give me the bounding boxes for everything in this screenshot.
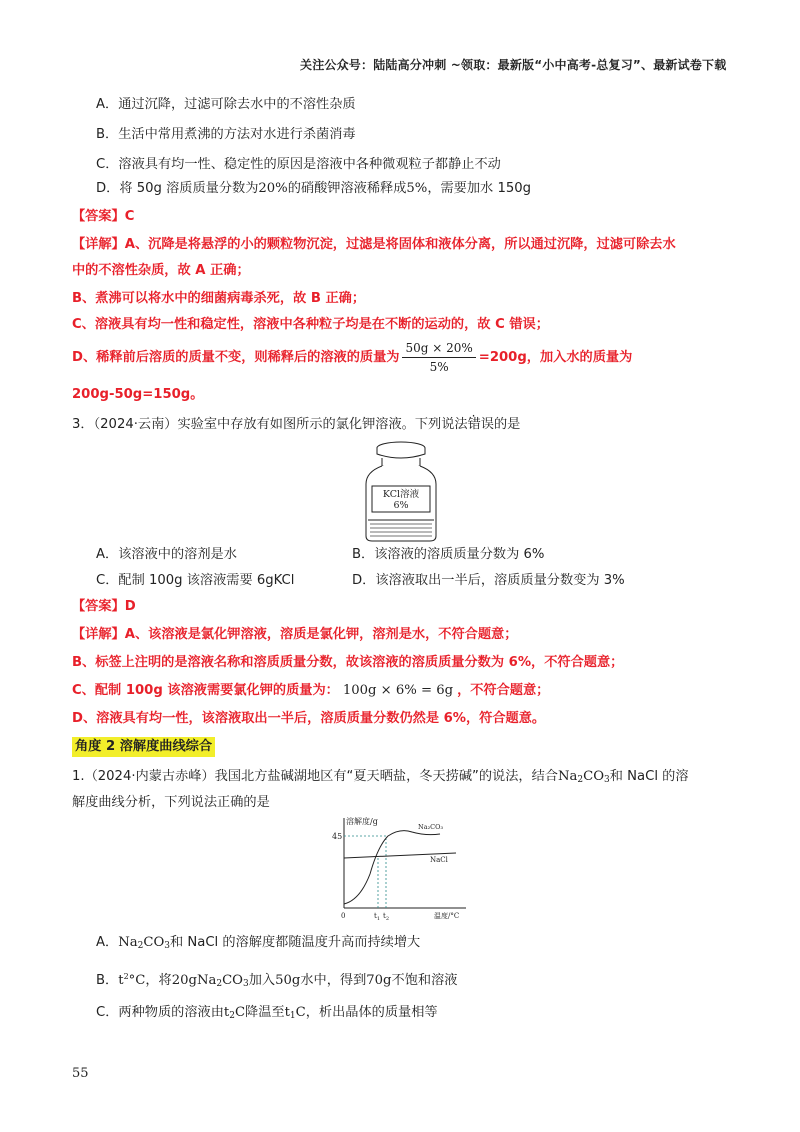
q1-stem-post: 和 NaCl 的溶: [609, 769, 689, 784]
page-header: 关注公众号：陆陆高分冲刺 ~领取：最新版“小中高考-总复习”、最新试卷下载: [300, 58, 727, 72]
q1-option-c: C．两种物质的溶液由$t_2C$降温至$t_1C$，析出晶体的质量相等: [96, 1005, 438, 1021]
bottle-label-percent: 6%: [393, 500, 409, 511]
q2-detail-line5-post: =200g，加入水的质量为: [478, 350, 633, 365]
q3-stem: [72, 416, 520, 434]
x-tick-t1: $t_1$: [374, 912, 381, 922]
q2-option-a: A．通过沉降，过滤可除去水中的不溶性杂质: [96, 97, 356, 112]
fraction-denominator: 5%: [429, 359, 449, 374]
q3-detail-line3-post: ，不符合题意；: [457, 683, 550, 698]
q2-detail-line3: B、煮沸可以将水中的细菌病毒杀死，故 B 正确；: [72, 291, 366, 306]
page-number: 55: [72, 1066, 89, 1081]
temp-t1-c: $t_1C$: [284, 1005, 306, 1021]
q3-stem-emphasis: 错误: [467, 417, 494, 432]
temp-t2-c: $t_2C$: [223, 1005, 246, 1021]
q1-option-b-formula: $Na_2CO_3$: [196, 973, 249, 989]
temp-t2: $t^2^\circ C$: [118, 972, 146, 988]
q1-option-b: B．$t^2^\circ C$，将$20gNa_2CO_3$加入50g水中，得到70g不饱和溶液: [96, 972, 458, 989]
bottle-label-name: KCl溶液: [382, 489, 420, 500]
q2-option-d: [96, 180, 531, 198]
q1-option-a: A．$Na_2CO_3$和 NaCl 的溶解度都随温度升高而持续增大: [96, 935, 421, 951]
q1-stem-line2: 解度曲线分析，下列说法正确的是: [72, 795, 270, 810]
q2-option-d-pre: D．将 50g 溶质质量分数为: [96, 181, 259, 196]
kcl-bottle-figure: [360, 436, 442, 544]
q2-detail-line5-pre: D、稀释前后溶质的质量不变，则稀释后的溶液的质量为: [72, 350, 400, 365]
q3-answer: 【答案】D: [72, 599, 136, 614]
q2-detail-line2: 中的不溶性杂质，故 A 正确；: [72, 263, 250, 278]
q3-detail-line3-pre: C、配制 100g 该溶液需要氯化钾的质量为：: [72, 683, 339, 698]
y-tick-45: 45: [332, 832, 343, 841]
q1-stem-pre: 1.（2024·内蒙古赤峰）我国北方盐碱湖地区有“夏天晒盐，冬天捞碱”的说法，结合: [72, 769, 558, 784]
dilution-fraction: [402, 340, 475, 375]
q2-option-c: C．溶液具有均一性、稳定性的原因是溶液中各种微观粒子都静止不动: [96, 157, 501, 172]
q3-detail-line4: D、溶液具有均一性，该溶液取出一半后，溶质质量分数仍然是 6%，符合题意。: [72, 711, 546, 726]
x-tick-t2: $t_2$: [383, 912, 390, 922]
origin-label: 0: [341, 912, 346, 920]
q2-option-d-mid: 的硝酸钾溶液稀释成: [287, 181, 407, 196]
q3-option-b: B．该溶液的溶质质量分数为 6%: [352, 547, 545, 562]
nacl-curve-label: NaCl: [430, 856, 448, 864]
y-axis-label: 溶解度/g: [346, 817, 378, 826]
q3-formula: 100g × 6% = 6g: [342, 683, 454, 698]
q2-answer: 【答案】C: [72, 209, 135, 224]
q3-option-a: A．该溶液中的溶剂是水: [96, 547, 237, 562]
q3-detail-line3: [72, 682, 549, 700]
q2-detail-line5: [72, 336, 632, 380]
na2co3-curve-label: Na₂CO₃: [418, 823, 444, 831]
q2-option-d-pct1: 20%: [258, 181, 288, 196]
q3-stem-post: 的是: [493, 417, 521, 432]
x-axis-label: 温度/°C: [434, 912, 460, 920]
q2-option-d-pct2: 5%: [406, 181, 428, 196]
formula-na2co3: $Na_2CO_3$: [558, 769, 610, 785]
q2-option-b: B．生活中常用煮沸的方法对水进行杀菌消毒: [96, 127, 356, 142]
q1-option-a-text: 和 NaCl 的溶解度都随温度升高而持续增大: [170, 935, 421, 950]
q1-stem-line1: [72, 768, 689, 789]
q2-detail-line6: 200g-50g=150g。: [72, 387, 204, 402]
q3-option-d: D．该溶液取出一半后，溶质质量分数变为 3%: [352, 573, 625, 588]
q3-option-c: C．配制 100g 该溶液需要 6gKCl: [96, 573, 295, 588]
q3-detail-line1: 【详解】A、该溶液是氯化钾溶液，溶质是氯化钾，溶剂是水，不符合题意；: [72, 627, 518, 642]
q2-detail-line4: C、溶液具有均一性和稳定性，溶液中各种粒子均是在不断的运动的，故 C 错误；: [72, 317, 549, 332]
q2-detail-line1: 【详解】A、沉降是将悬浮的小的颗粒物沉淀，过滤是将固体和液体分离，所以通过沉降，过滤可除去水: [72, 237, 676, 252]
fraction-numerator: 50g × 20%: [402, 340, 475, 358]
section-title: 角度 2 溶解度曲线综合: [72, 737, 215, 757]
q3-stem-pre: 3．（2024·云南）实验室中存放有如图所示的氯化钾溶液。下列说法: [72, 417, 468, 432]
q3-detail-line2: B、标签上注明的是溶液名称和溶质质量分数，故该溶液的溶质质量分数为 6%，不符合题意；: [72, 655, 624, 670]
q1-option-a-formula: $Na_2CO_3$: [118, 935, 170, 951]
na2co3-curve: [344, 831, 440, 904]
solubility-curve-chart: [326, 812, 476, 922]
q2-option-d-post: ，需要加水 150g: [427, 181, 531, 196]
